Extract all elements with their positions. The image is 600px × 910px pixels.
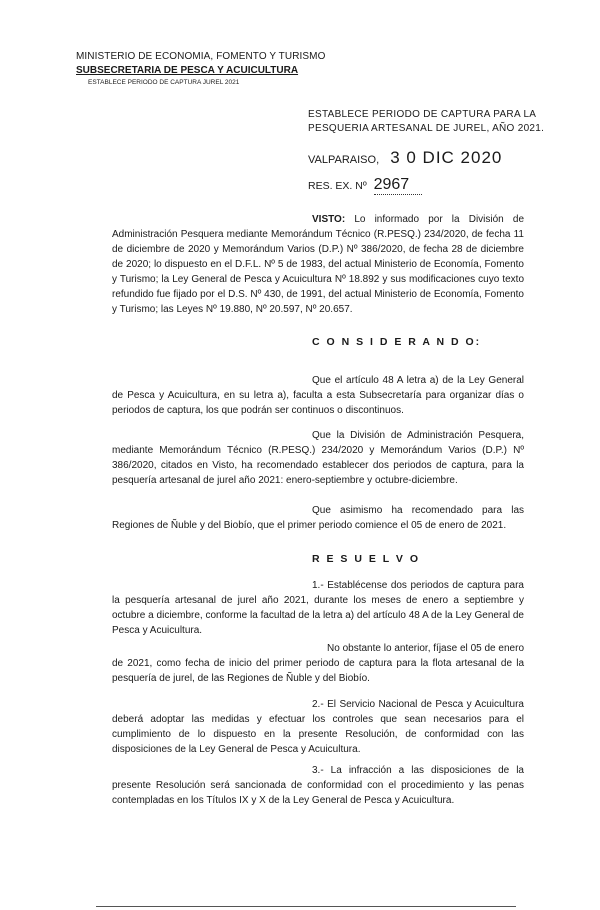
resolution-number-line — [308, 176, 422, 195]
considerando-p2: Que la División de Administración Pesquera, mediante Memorándum Técnico (R.PESQ.) 234/2020 y Memorándum Varios (D.P.) Nº 386/2020, citados en Visto, ha recomendado establecer dos periodos de captura, para la pesquería artesanal de jurel año 2021: enero-septiembre y octubre-diciembre. — [112, 430, 524, 486]
visto-label: VISTO: — [312, 214, 346, 225]
resolution-subject: ESTABLECE PERIODO DE CAPTURA PARA LA PESQUERIA ARTESANAL DE JUREL, AÑO 2021. — [308, 109, 545, 134]
date-stamp: 3 0 DIC 2020 — [390, 148, 503, 167]
resuelvo-title: R E S U E L V O — [312, 553, 420, 565]
resuelvo-p1: 1.- Establécense dos periodos de captura para la pesquería artesanal de jurel año 2021, durante los meses de enero a septiembre y octubre a diciembre, conforme la facultad de la letra a) del artículo 48 A de la Ley General de Pesca y Acuicultura. — [112, 580, 524, 636]
subsecretaria-name: SUBSECRETARIA DE PESCA Y ACUICULTURA — [76, 65, 299, 76]
visto-text: Lo informado por la División de Administración Pesquera mediante Memorándum Técnico (R.PESQ.) 234/2020, de fecha 11 de diciembre de 2020 y Memorándum Varios (D.P.) Nº 386/2020, de fecha 28 de diciembre de 2020; lo dispuesto en el D.F.L. Nº 5 de 1983, del actual Ministerio de Economía, Fomento y Turismo; la Ley General de Pesca y Acuicultura Nº 18.892 y sus modificaciones cuyo texto refundido fue fijado por el D.S. Nº 430, de 1991, del actual Ministerio de Economía, Fomento y Turismo; las Leyes Nº 19.880, Nº 20.597, Nº 20.657. — [112, 214, 524, 315]
letterhead — [76, 50, 326, 88]
considerando-title: C O N S I D E R A N D O: — [312, 336, 482, 348]
resuelvo-p1b: No obstante lo anterior, fíjase el 05 de enero de 2021, como fecha de inicio del primer periodo de captura para la flota artesanal de la pesquería de jurel, de las Regiones de Ñuble y del Biobío. — [112, 643, 524, 684]
resolution-label: RES. EX. Nº — [308, 180, 367, 192]
reference-line: ESTABLECE PERIODO DE CAPTURA JUREL 2021 — [88, 79, 240, 86]
resuelvo-p3: 3.- La infracción a las disposiciones de la presente Resolución será sancionada de conformidad con el procedimiento y las penas contempladas en los Títulos IX y X de la Ley General de Pesca y Acuicultura. — [112, 765, 524, 806]
place-date — [308, 148, 502, 168]
resolution-number: 2967 — [374, 176, 422, 195]
visto-paragraph — [112, 212, 524, 317]
place: VALPARAISO, — [308, 154, 380, 166]
resuelvo-p2: 2.- El Servicio Nacional de Pesca y Acuicultura deberá adoptar las medidas y efectuar los controles que sean necesarios para el cumplimiento de lo dispuesto en la presente Resolución, de conformidad con las disposiciones de la Ley General de Pesca y Acuicultura. — [112, 699, 524, 755]
considerando-p3: Que asimismo ha recomendado para las Regiones de Ñuble y del Biobío, que el primer periodo comience el 05 de enero de 2021. — [112, 505, 524, 531]
footer-rule — [96, 906, 516, 907]
ministry-name: MINISTERIO DE ECONOMIA, FOMENTO Y TURISMO — [76, 51, 326, 62]
considerando-p1: Que el artículo 48 A letra a) de la Ley General de Pesca y Acuicultura, en su letra a), faculta a esta Subsecretaría para organizar días o periodos de captura, los que podrán ser continuos o discontinuos. — [112, 375, 524, 416]
